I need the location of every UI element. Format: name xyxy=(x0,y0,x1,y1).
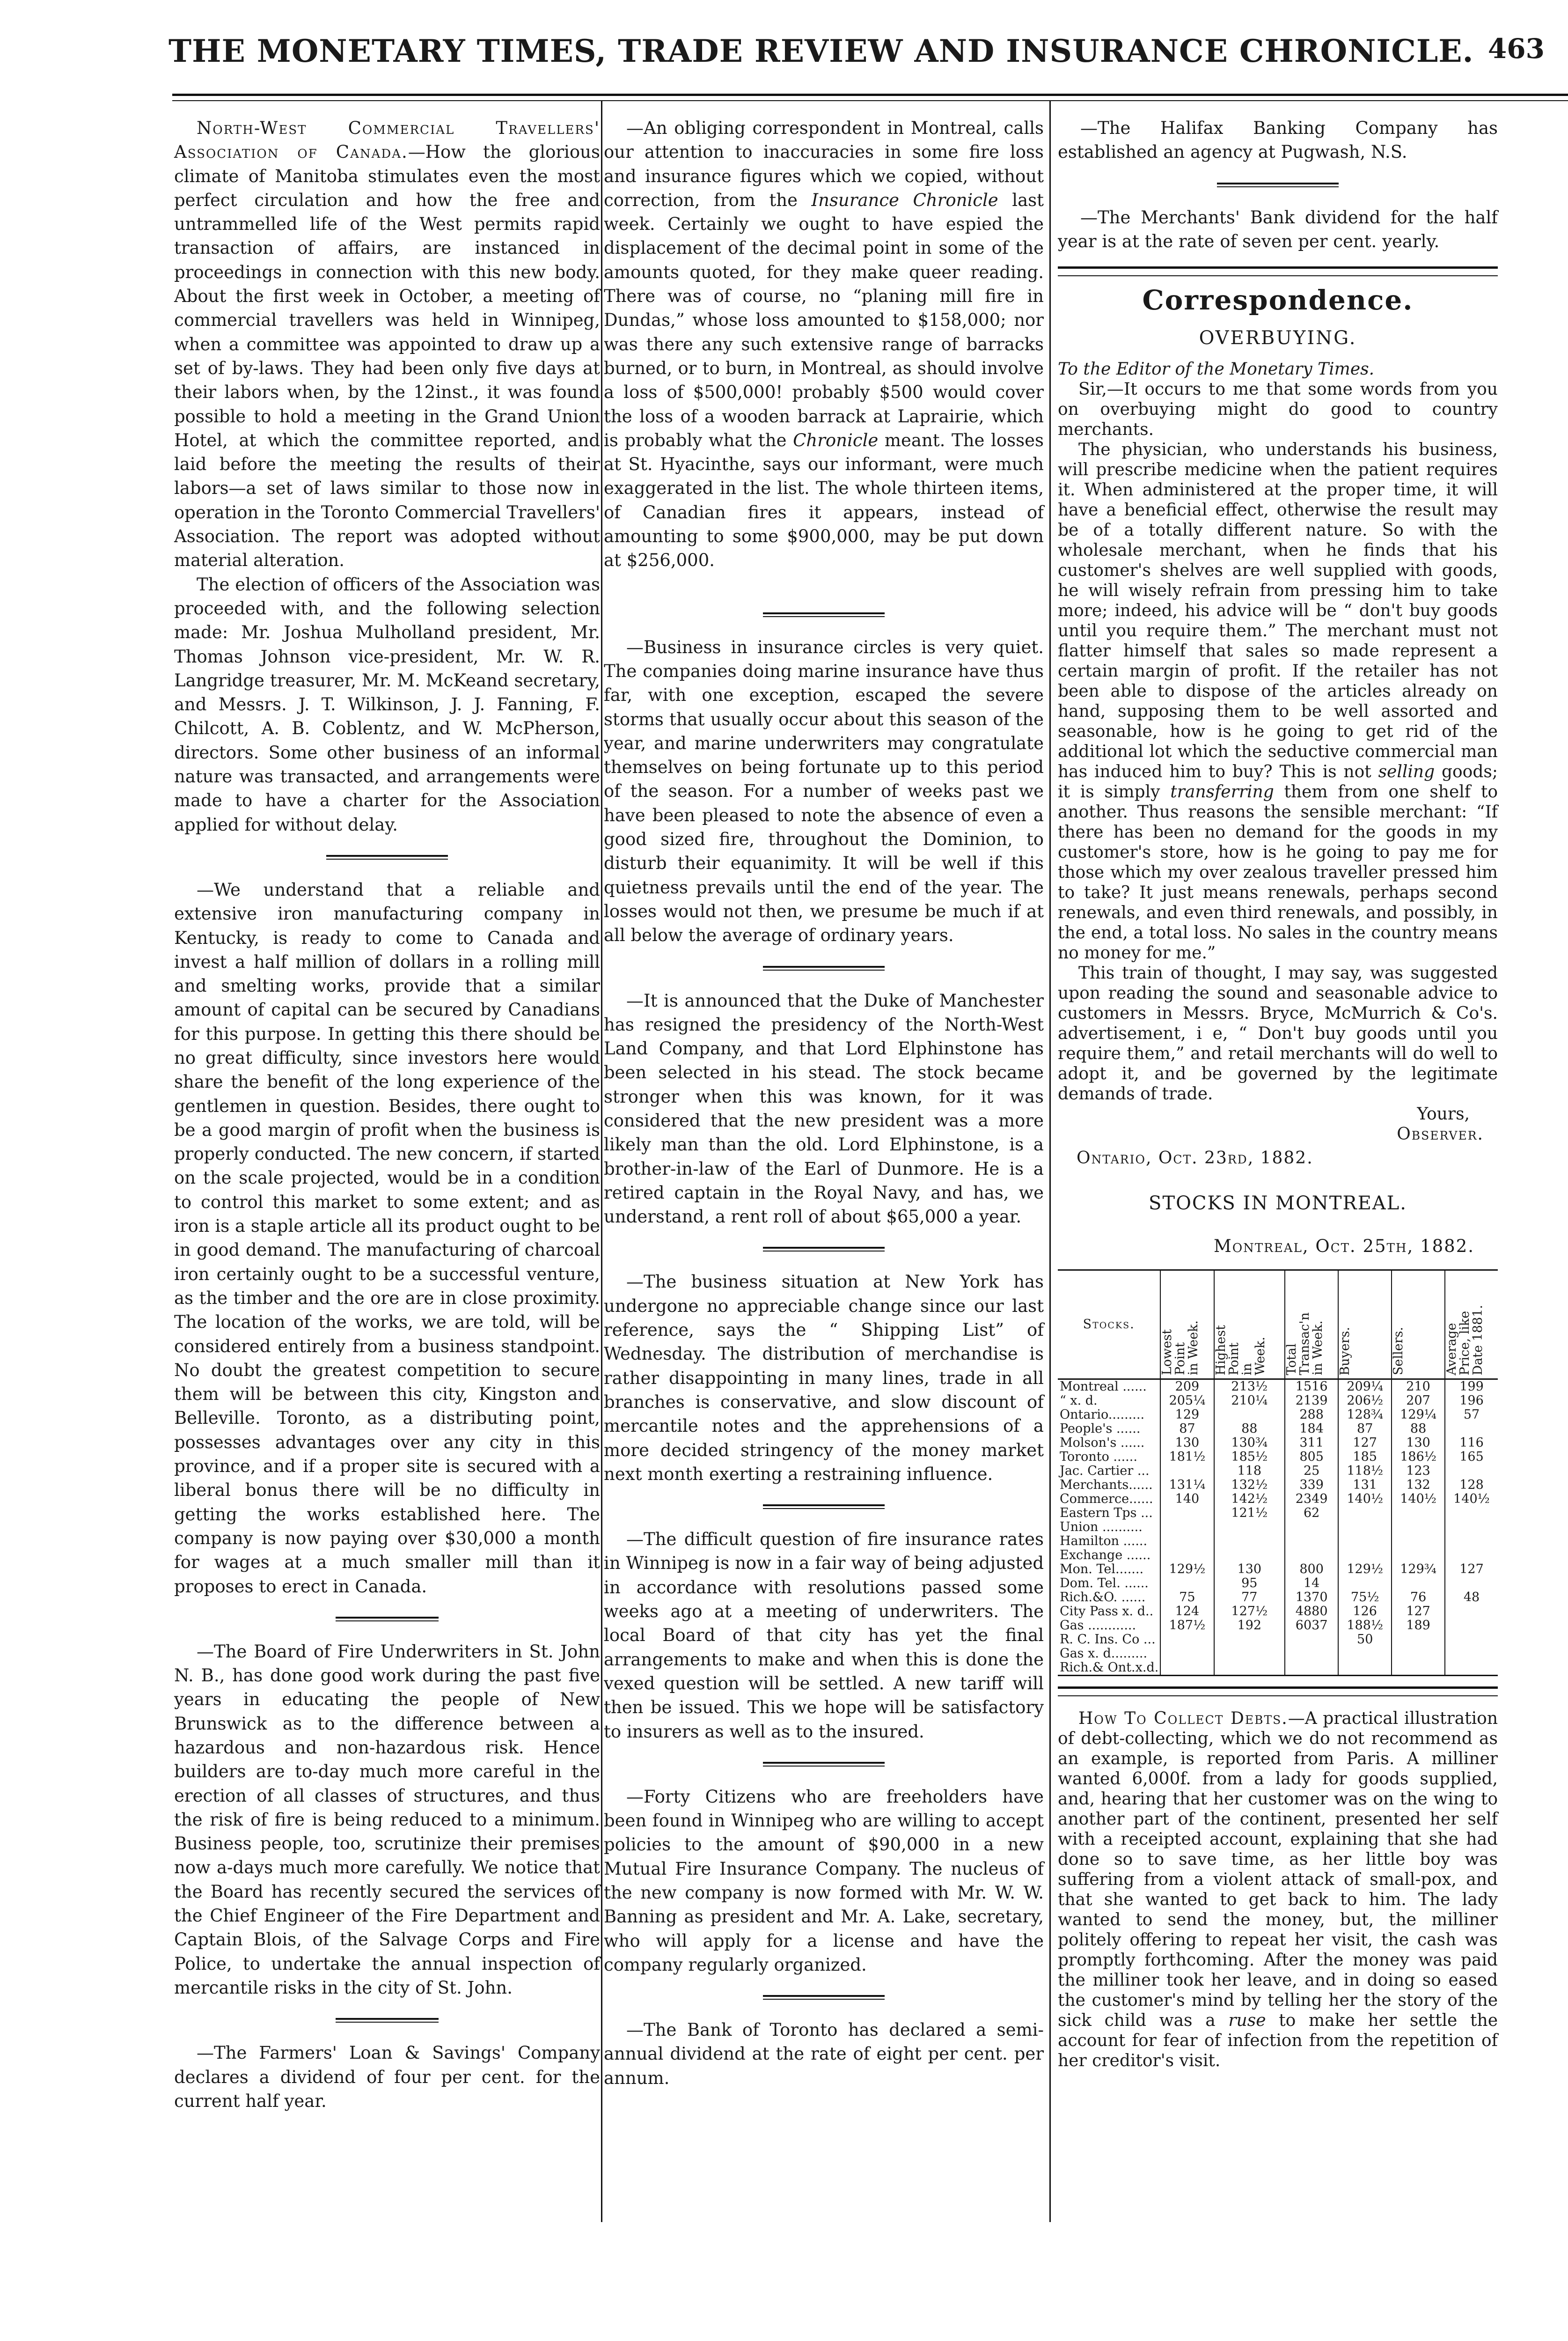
article-commercial-travellers xyxy=(174,116,600,573)
stocks-name-cell: Hamilton ...... xyxy=(1060,1534,1148,1549)
stocks-row xyxy=(1058,1619,1498,1633)
stocks-row xyxy=(1058,1379,1498,1394)
stocks-value-cell: 131 xyxy=(1338,1478,1392,1492)
stocks-value-cell xyxy=(1160,1633,1214,1647)
article-paragraph: The election of officers of the Association was proceeded with, and the following selection made: Mr. Joshua Mulholland president, Mr. Thomas Johnson vice-president, Mr. W. R. Langridge treasurer, Mr. M. McKeand secretary, and Messrs. J. T. Wilkinson, J. J. Fanning, F. Chilcott, A. B. Coblentz, and W. McPherson, directors. Some other business of an informal nature was transacted, and arrangements were made to have a charter for the Association applied for without delay. xyxy=(174,574,600,835)
stocks-name-cell: Merchants...... xyxy=(1060,1478,1153,1493)
stocks-value-cell: 188½ xyxy=(1338,1619,1392,1633)
stocks-row xyxy=(1058,1422,1498,1436)
stocks-value-cell: 116 xyxy=(1445,1436,1498,1450)
stocks-value-cell xyxy=(1392,1661,1445,1676)
article-iron-company: —We understand that a reliable and extensive iron manufacturing company in Kentucky, is ready to come to Canada and invest a half million of dollars in a rolling mill and smelting works, provide that a similar amount of capital can be secured by Canadians for this purpose. In getting this there should be no great difficulty, since investors here would share the benefit of the long experience of the gentlemen in question. Besides, there ought to be a good margin of profit when the business is properly conducted. The new concern, if started on the scale projected, would be in a condition to control this market to some extent; and as iron is a staple article all its product ought to be in good demand. The manufacturing of charcoal iron certainly ought to be a successful venture, as the timber and the ore are in close proximity. The location of the works, we are told, will be considered entirely from a business standpoint. No doubt the greatest competition to secure them will be between this city, Kingston and Belleville. Toronto, as a distributing point, possesses advantages over any city in this province, and if a proper site is secured with a liberal bonus there will be no difficulty in getting the works established here. The company is now paying over $30,000 a month for wages at a much smaller mill than it proposes to erect in Canada. xyxy=(174,879,600,1597)
stocks-value-cell: 127½ xyxy=(1214,1605,1285,1619)
stocks-value-cell xyxy=(1285,1520,1338,1534)
article-halifax-banking: —The Halifax Banking Company has established an agency at Pugwash, N.S. xyxy=(1058,118,1498,162)
stocks-value-cell xyxy=(1214,1520,1285,1534)
stocks-value-cell: 184 xyxy=(1285,1422,1338,1436)
stocks-value-cell xyxy=(1160,1661,1214,1676)
stocks-value-cell: 187½ xyxy=(1160,1619,1214,1633)
stocks-value-cell: 2349 xyxy=(1285,1492,1338,1506)
debts-lead: How To Collect Debts. xyxy=(1078,1709,1288,1729)
stocks-value-cell xyxy=(1160,1534,1214,1548)
section-separator xyxy=(763,1759,885,1769)
stocks-value-cell xyxy=(1214,1408,1285,1422)
stocks-column-label: Highest Point in Week. xyxy=(1213,1325,1268,1376)
stocks-name-cell: Toronto ...... xyxy=(1060,1450,1137,1465)
letter-text: The physician, who understands his business, will prescribe medicine when the patient requires it. When administered at the proper time, it will have a beneficial effect, otherwise the result may be of a totally different nature. So with the wholesale merchant, when he finds that his customer's shelves are well supplied with goods, he will wisely refrain from pressing him to take more; indeed, his advice will be “ don't buy goods until you require them.” The merchant must not flatter himself that sales so made represent a certain margin of profit. If the retailer has not been able to dispose of the articles already on hand, supposing them to be well assorted and seasonable, how is he going to get rid of the additional lot which the seductive commercial man has induced him to buy? This is not xyxy=(1058,440,1498,781)
stocks-value-cell: 140½ xyxy=(1338,1492,1392,1506)
correspondence-heading: Correspondence. xyxy=(1142,284,1414,317)
stocks-column-label: Sellers. xyxy=(1391,1327,1406,1376)
stocks-value-cell: 75 xyxy=(1160,1590,1214,1605)
stocks-name-cell: Molson's ...... xyxy=(1060,1436,1145,1450)
article-winnipeg-rates: —The difficult question of fire insurance rates in Winnipeg is now in a fair way of being adjusted in accordance with resolutions passed some weeks ago at a meeting of underwriters. The local Board of that city has yet the final arrangements to make and when this is done the vexed question will be settled. A new tariff will then be issued. This we hope will be satisfactory to insurers as well as to the insured. xyxy=(604,1529,1044,1742)
stocks-row xyxy=(1058,1661,1498,1676)
stocks-column-header xyxy=(1160,1270,1214,1379)
stocks-value-cell xyxy=(1445,1506,1498,1520)
stocks-column-label: Buyers. xyxy=(1338,1326,1353,1376)
stocks-value-cell: 206½ xyxy=(1338,1394,1392,1408)
stocks-value-cell: 62 xyxy=(1285,1506,1338,1520)
letter-salutation xyxy=(1058,359,1498,379)
debts-paragraph xyxy=(1058,1708,1498,2071)
stocks-row xyxy=(1058,1590,1498,1605)
stocks-row xyxy=(1058,1548,1498,1562)
stocks-value-cell xyxy=(1338,1506,1392,1520)
section-separator xyxy=(336,1614,439,1624)
letter-emphasis: selling xyxy=(1378,762,1435,781)
column-2 xyxy=(604,112,1044,2090)
stocks-value-cell: 165 xyxy=(1445,1450,1498,1464)
stocks-value-cell: 127 xyxy=(1445,1562,1498,1576)
stocks-value-cell xyxy=(1338,1548,1392,1562)
stocks-value-cell: 129¼ xyxy=(1392,1408,1445,1422)
stocks-value-cell: 140½ xyxy=(1445,1492,1498,1506)
stocks-value-cell xyxy=(1285,1633,1338,1647)
stocks-value-cell: 311 xyxy=(1285,1436,1338,1450)
section-separator xyxy=(336,2016,439,2025)
stocks-value-cell xyxy=(1445,1464,1498,1478)
stocks-value-cell xyxy=(1392,1576,1445,1590)
debts-text: to make her settle the account for fear of infection from the repetition of her creditor's visit. xyxy=(1058,2011,1498,2071)
stocks-value-cell: 127 xyxy=(1392,1605,1445,1619)
stocks-value-cell: 129 xyxy=(1160,1408,1214,1422)
stocks-column-label: Average Price, like Date 1881. xyxy=(1444,1304,1486,1376)
stocks-value-cell xyxy=(1445,1422,1498,1436)
header-rule xyxy=(172,94,1568,96)
article-duke-manchester: —It is announced that the Duke of Manchester has resigned the presidency of the North-West Land Company, and that Lord Elphinstone has been selected in his stead. The stock became stronger when this was known, for it was considered that the new president was a more likely man than the old. Lord Elphinstone, is a brother-in-law of the Earl of Dunmore. He is a retired captain in the Royal Navy, and has, we understand, a rent roll of about $65,000 a year. xyxy=(604,990,1044,1227)
stocks-value-cell xyxy=(1214,1647,1285,1661)
stocks-value-cell: 25 xyxy=(1285,1464,1338,1478)
stocks-name-cell: City Pass x. d.. xyxy=(1060,1604,1154,1619)
stocks-value-cell: 210¼ xyxy=(1214,1394,1285,1408)
article-text: —An obliging correspondent in Montreal, calls our attention to inaccuracies in some fire loss and insurance figures which we copied, without correction, from the xyxy=(604,118,1044,210)
stocks-row xyxy=(1058,1408,1498,1422)
stocks-value-cell xyxy=(1392,1647,1445,1661)
stocks-value-cell: 77 xyxy=(1214,1590,1285,1605)
page-number: 463 xyxy=(1487,33,1545,65)
stocks-value-cell: 189 xyxy=(1392,1619,1445,1633)
stocks-name-cell: Mon. Tel....... xyxy=(1060,1562,1144,1577)
stocks-date: Montreal, Oct. 25th, 1882. xyxy=(1213,1236,1474,1257)
article-emphasis: Chronicle xyxy=(793,430,879,450)
stocks-value-cell xyxy=(1445,1534,1498,1548)
stocks-value-cell xyxy=(1445,1619,1498,1633)
stocks-name-cell: R. C. Ins. Co ... xyxy=(1060,1632,1156,1647)
stocks-column-header xyxy=(1445,1270,1498,1379)
stocks-name-cell: Rich.& Ont.x.d. xyxy=(1060,1660,1159,1675)
stocks-name-cell: Commerce...... xyxy=(1060,1492,1153,1507)
stocks-value-cell xyxy=(1160,1647,1214,1661)
stocks-value-cell: 205¼ xyxy=(1160,1394,1214,1408)
stocks-value-cell xyxy=(1445,1605,1498,1619)
stocks-value-cell xyxy=(1285,1647,1338,1661)
stocks-value-cell xyxy=(1392,1548,1445,1562)
section-separator xyxy=(763,964,885,973)
stocks-value-cell: 129½ xyxy=(1338,1562,1392,1576)
stocks-column-header xyxy=(1214,1270,1285,1379)
stocks-value-cell: 130 xyxy=(1160,1436,1214,1450)
letter-text: goods; it is simply xyxy=(1058,762,1498,802)
letter-yours: Yours, xyxy=(1417,1104,1470,1124)
letter-body xyxy=(1058,359,1498,1168)
salutation-text: To the Editor of the Monetary Times. xyxy=(1058,359,1375,379)
stocks-column-header xyxy=(1285,1270,1338,1379)
stocks-value-cell: 123 xyxy=(1392,1464,1445,1478)
article-emphasis: Insurance Chronicle xyxy=(811,190,998,210)
stocks-value-cell xyxy=(1445,1548,1498,1562)
stocks-value-cell: 2139 xyxy=(1285,1394,1338,1408)
stocks-value-cell: 57 xyxy=(1445,1408,1498,1422)
stocks-value-cell: 339 xyxy=(1285,1478,1338,1492)
stocks-value-cell: 14 xyxy=(1285,1576,1338,1590)
stocks-value-cell: 87 xyxy=(1338,1422,1392,1436)
stocks-row xyxy=(1058,1492,1498,1506)
header-rule-thin xyxy=(172,100,1568,101)
stocks-row xyxy=(1058,1394,1498,1408)
stocks-column-header xyxy=(1392,1270,1445,1379)
stocks-value-cell xyxy=(1214,1633,1285,1647)
stocks-value-cell: 6037 xyxy=(1285,1619,1338,1633)
stocks-value-cell: 213½ xyxy=(1214,1379,1285,1394)
article-lead: North-West Commercial Travellers' Association of Canada. xyxy=(174,118,600,162)
stocks-value-cell: 181½ xyxy=(1160,1450,1214,1464)
article-forty-citizens: —Forty Citizens who are freeholders have been found in Winnipeg who are willing to accept policies to the amount of $90,000 in a new Mutual Fire Insurance Company. The nucleus of the new company is now formed with Mr. W. W. Banning as president and Mr. A. Lake, secretary, who will apply for a license and have the company regularly organized. xyxy=(604,1786,1044,1975)
stocks-row xyxy=(1058,1605,1498,1619)
stocks-value-cell xyxy=(1214,1534,1285,1548)
stocks-column-header xyxy=(1338,1270,1392,1379)
letter-paragraph xyxy=(1058,440,1498,963)
stocks-value-cell xyxy=(1160,1548,1214,1562)
stocks-value-cell: 132½ xyxy=(1214,1478,1285,1492)
stocks-value-cell: 4880 xyxy=(1285,1605,1338,1619)
stocks-value-cell: 127 xyxy=(1338,1436,1392,1450)
stocks-value-cell: 140½ xyxy=(1392,1492,1445,1506)
stocks-value-cell: 87 xyxy=(1160,1422,1214,1436)
stocks-value-cell: 1370 xyxy=(1285,1590,1338,1605)
stocks-value-cell xyxy=(1338,1520,1392,1534)
stocks-name-cell: Eastern Tps ... xyxy=(1060,1506,1153,1521)
stocks-row xyxy=(1058,1450,1498,1464)
page-header xyxy=(169,33,1545,80)
stocks-value-cell: 88 xyxy=(1392,1422,1445,1436)
stocks-name-cell: Ontario......... xyxy=(1060,1407,1145,1422)
stocks-value-cell: 118 xyxy=(1214,1464,1285,1478)
stocks-value-cell: 124 xyxy=(1160,1605,1214,1619)
stocks-value-cell: 800 xyxy=(1285,1562,1338,1576)
stocks-column-label: Total Transac'n in Week. xyxy=(1284,1312,1326,1376)
stocks-name-cell: People's ...... xyxy=(1060,1421,1141,1436)
stocks-value-cell xyxy=(1445,1520,1498,1534)
stocks-value-cell: 288 xyxy=(1285,1408,1338,1422)
stocks-value-cell xyxy=(1392,1506,1445,1520)
article-fire-underwriters: —The Board of Fire Underwriters in St. John N. B., has done good work during the past five years in educating the people of New Brunswick as to the difference between a hazardous and non-hazardous risk. Hence builders are to-day much more careful in the erection of all classes of structures, and thus the risk of fire is being reduced to a minimum. Business people, too, scrutinize their premises now a-days much more carefully. We notice that the Board has recently secured the services of the Chief Engineer of the Fire Department and Captain Blois, of the Salvage Corps and Fire Police, to undertake the annual inspection of mercantile risks in the city of St. John. xyxy=(174,1641,600,1998)
stocks-row xyxy=(1058,1562,1498,1576)
stocks-value-cell xyxy=(1338,1534,1392,1548)
section-separator xyxy=(763,610,885,619)
stocks-value-cell: 121½ xyxy=(1214,1506,1285,1520)
stocks-value-cell xyxy=(1445,1633,1498,1647)
stocks-value-cell xyxy=(1160,1576,1214,1590)
stocks-value-cell: 129¾ xyxy=(1392,1562,1445,1576)
section-separator xyxy=(763,1244,885,1254)
stocks-value-cell xyxy=(1392,1633,1445,1647)
section-separator xyxy=(763,1502,885,1511)
stocks-row xyxy=(1058,1506,1498,1520)
column-divider-2 xyxy=(1049,101,1051,2222)
debts-text: —A practical illustration of debt-collecting, which we do not recommend as an example, is reported from Paris. A milliner wanted 6,000f. from a lady for goods supplied, and, hearing that her customer was on the wing to another part of the continent, presented her self with a receipted account, explaining that she had done so to save time, as her little boy was suffering from a violent attack of small-pox, and that she wanted to get back to him. The lady wanted to send the money, but, the milliner politely offering to repeat her visit, the cash was promptly forthcoming. After the money was paid the milliner took her leave, and in doing so eased the customer's mind by telling her the story of the sick child was a xyxy=(1058,1709,1498,2031)
stocks-value-cell: 75½ xyxy=(1338,1590,1392,1605)
section-separator xyxy=(326,853,448,862)
stocks-value-cell: 130¾ xyxy=(1214,1436,1285,1450)
stocks-value-cell: 118½ xyxy=(1338,1464,1392,1478)
stocks-name-cell: Rich.&O. ...... xyxy=(1060,1590,1146,1605)
stocks-row xyxy=(1058,1478,1498,1492)
stocks-row xyxy=(1058,1633,1498,1647)
stocks-table xyxy=(1058,1269,1498,1676)
stocks-value-cell: 128 xyxy=(1445,1478,1498,1492)
stocks-value-cell: 130 xyxy=(1392,1436,1445,1450)
stocks-name-cell: Gas x. d......... xyxy=(1060,1646,1148,1661)
column-3 xyxy=(1058,112,1498,2071)
stocks-value-cell xyxy=(1285,1534,1338,1548)
article-merchants-bank: —The Merchants' Bank dividend for the half year is at the rate of seven per cent. yearly. xyxy=(1058,207,1498,251)
stocks-value-cell: 209¼ xyxy=(1338,1379,1392,1394)
article-montreal-correction xyxy=(604,116,1044,573)
stocks-value-cell xyxy=(1392,1534,1445,1548)
letter-date: Ontario, Oct. 23rd, 1882. xyxy=(1077,1148,1313,1168)
article-text: meant. The losses at St. Hyacinthe, says our informant, were much exaggerated in the list. The whole thirteen items, of Canadian fires it appears, instead of amounting to some $900,000, may be put down at $256,000. xyxy=(604,430,1044,571)
stocks-value-cell xyxy=(1338,1647,1392,1661)
stocks-value-cell: 131¼ xyxy=(1160,1478,1214,1492)
article-farmers-loan: —The Farmers' Loan & Savings' Company declares a dividend of four per cent. for the current half year. xyxy=(174,2043,600,2111)
stocks-column-label: Lowest Point in Week. xyxy=(1160,1320,1201,1376)
stocks-value-cell: 128¾ xyxy=(1338,1408,1392,1422)
stocks-value-cell xyxy=(1445,1661,1498,1676)
stocks-value-cell xyxy=(1285,1548,1338,1562)
stocks-value-cell: 186½ xyxy=(1392,1450,1445,1464)
column-1 xyxy=(174,112,600,2113)
article-insurance-quiet: —Business in insurance circles is very quiet. The companies doing marine insurance have thus far, with one exception, escaped the severe storms that usually occur about this season of the year, and marine underwriters may congratulate themselves on being fortunate up to this period of the season. For a number of weeks past we have been pleased to note the absence of even a good sized fire, throughout the Dominion, to disturb their equanimity. It will be well if this quietness prevails until the end of the year. The losses would not then, we presume be much if at all below the average of ordinary years. xyxy=(604,637,1044,946)
stocks-value-cell: 126 xyxy=(1338,1605,1392,1619)
stocks-row xyxy=(1058,1647,1498,1661)
stocks-name-cell: Exchange ...... xyxy=(1060,1548,1151,1563)
stocks-value-cell xyxy=(1160,1506,1214,1520)
stocks-value-cell: 95 xyxy=(1214,1576,1285,1590)
stocks-value-cell: 185½ xyxy=(1214,1450,1285,1464)
stocks-row xyxy=(1058,1576,1498,1590)
section-separator xyxy=(763,1993,885,2002)
article-text: last week. Certainly we ought to have espied the displacement of the decimal point in some of the amounts quoted, for they make queer reading. There was of course, no “planing mill fire in Dundas,” whose loss amounted to $158,000; nor was there any such extensive range of barracks burned, or to burn, in Montreal, as should involve a loss of $500,000! probably $500 would cover the loss of a wooden barrack at Laprairie, which is probably what the xyxy=(604,190,1044,450)
stocks-value-cell: 196 xyxy=(1445,1394,1498,1408)
stocks-name-cell: Dom. Tel. ...... xyxy=(1060,1576,1149,1591)
stocks-name-cell: Montreal ...... xyxy=(1060,1379,1147,1394)
stocks-row xyxy=(1058,1534,1498,1548)
letter-title: OVERBUYING. xyxy=(1199,327,1357,349)
letter-emphasis: transferring xyxy=(1170,782,1274,802)
section-rule xyxy=(1058,1686,1498,1696)
stocks-body xyxy=(1058,1379,1498,1676)
stocks-value-cell: 132 xyxy=(1392,1478,1445,1492)
letter-paragraph: Sir,—It occurs to me that some words from you on overbuying might do good to country merchants. xyxy=(1058,379,1498,439)
stocks-header-row xyxy=(1058,1270,1498,1379)
stocks-value-cell xyxy=(1285,1661,1338,1676)
section-separator xyxy=(1217,180,1339,190)
stocks-heading: STOCKS IN MONTREAL. xyxy=(1149,1192,1407,1214)
stocks-value-cell: 76 xyxy=(1392,1590,1445,1605)
stocks-value-cell: 129½ xyxy=(1160,1562,1214,1576)
stocks-value-cell: 50 xyxy=(1338,1633,1392,1647)
column-divider-1 xyxy=(601,101,602,2222)
stocks-value-cell: 209 xyxy=(1160,1379,1214,1394)
stocks-value-cell xyxy=(1214,1661,1285,1676)
stocks-value-cell: 88 xyxy=(1214,1422,1285,1436)
stocks-value-cell: 185 xyxy=(1338,1450,1392,1464)
stocks-row xyxy=(1058,1520,1498,1534)
stocks-value-cell: 192 xyxy=(1214,1619,1285,1633)
stocks-column-header: Stocks. xyxy=(1058,1270,1160,1379)
article-body: —How the glorious climate of Manitoba stimulates even the most perfect circulation and how the free and untrammelled life of the West permits rapid transaction of affairs, are instanced in proceedings in connection with this new body. About the first week in October, a meeting of commercial travellers was held in Winnipeg, when a committee was appointed to draw up a set of by-laws. They had been only five days at their labors when, by the 12inst., it was found possible to hold a meeting in the Grand Union Hotel, at which the committee reported, and laid before the meeting the results of their labors—a set of laws similar to those now in operation in the Toronto Commercial Travellers' Association. The report was adopted without material alteration. xyxy=(174,142,600,571)
letter-paragraph: This train of thought, I may say, was suggested upon reading the sound and seasonable advice to customers in Messrs. Bryce, McMurrich & Co's. advertisement, i e, “ Don't buy goods until you require them,” and retail merchants will do well to adopt it, and be governed by the legitimate demands of trade. xyxy=(1058,963,1498,1104)
stocks-value-cell: 207 xyxy=(1392,1394,1445,1408)
article-collect-debts xyxy=(1058,1708,1498,2071)
stocks-name-cell: “ x. d. xyxy=(1060,1393,1098,1408)
stocks-value-cell xyxy=(1160,1464,1214,1478)
stocks-value-cell xyxy=(1338,1661,1392,1676)
stocks-value-cell: 48 xyxy=(1445,1590,1498,1605)
stocks-value-cell: 130 xyxy=(1214,1562,1285,1576)
stocks-name-cell: Jac. Cartier ... xyxy=(1060,1464,1150,1479)
stocks-name-cell: Union .......... xyxy=(1060,1520,1143,1535)
debts-emphasis: ruse xyxy=(1228,2011,1266,2031)
stocks-value-cell xyxy=(1445,1576,1498,1590)
stocks-row xyxy=(1058,1436,1498,1450)
section-rule xyxy=(1058,266,1498,276)
article-new-york-business: —The business situation at New York has undergone no appreciable change since our last reference, says the “ Shipping List” of Wednesday. The distribution of merchandise is rather disappointing in many lines, trade in all branches is conservative, and slow discount of mercantile notes and the apprehensions of a more decided stringency of the money market next month exerting a restraining influence. xyxy=(604,1272,1044,1484)
stocks-value-cell: 140 xyxy=(1160,1492,1214,1506)
stocks-value-cell: 199 xyxy=(1445,1379,1498,1394)
stocks-value-cell: 805 xyxy=(1285,1450,1338,1464)
stocks-name-cell: Gas ............ xyxy=(1060,1618,1136,1633)
letter-text: them from one shelf to another. Thus reasons the sensible merchant: “If there has been no demand for the goods in my customer's store, how is he going to pay me for those which my over zealous traveller pressed him to take? It just means renewals, perhaps second renewals, and even third renewals, and possibly, in the end, a total loss. No sales in the country means no money for me.” xyxy=(1058,782,1498,963)
stocks-value-cell xyxy=(1214,1548,1285,1562)
letter-signature: Observer. xyxy=(1397,1124,1484,1144)
stocks-value-cell xyxy=(1445,1647,1498,1661)
stocks-value-cell xyxy=(1160,1520,1214,1534)
newspaper-title: THE MONETARY TIMES, TRADE REVIEW AND INSURANCE CHRONICLE. xyxy=(169,33,1474,69)
stocks-value-cell: 1516 xyxy=(1285,1379,1338,1394)
stocks-value-cell: 142½ xyxy=(1214,1492,1285,1506)
stocks-value-cell xyxy=(1392,1520,1445,1534)
stocks-value-cell xyxy=(1338,1576,1392,1590)
stocks-value-cell: 210 xyxy=(1392,1379,1445,1394)
article-bank-toronto: —The Bank of Toronto has declared a semi-annual dividend at the rate of eight per cent. per annum. xyxy=(604,2020,1044,2088)
stocks-row xyxy=(1058,1464,1498,1478)
